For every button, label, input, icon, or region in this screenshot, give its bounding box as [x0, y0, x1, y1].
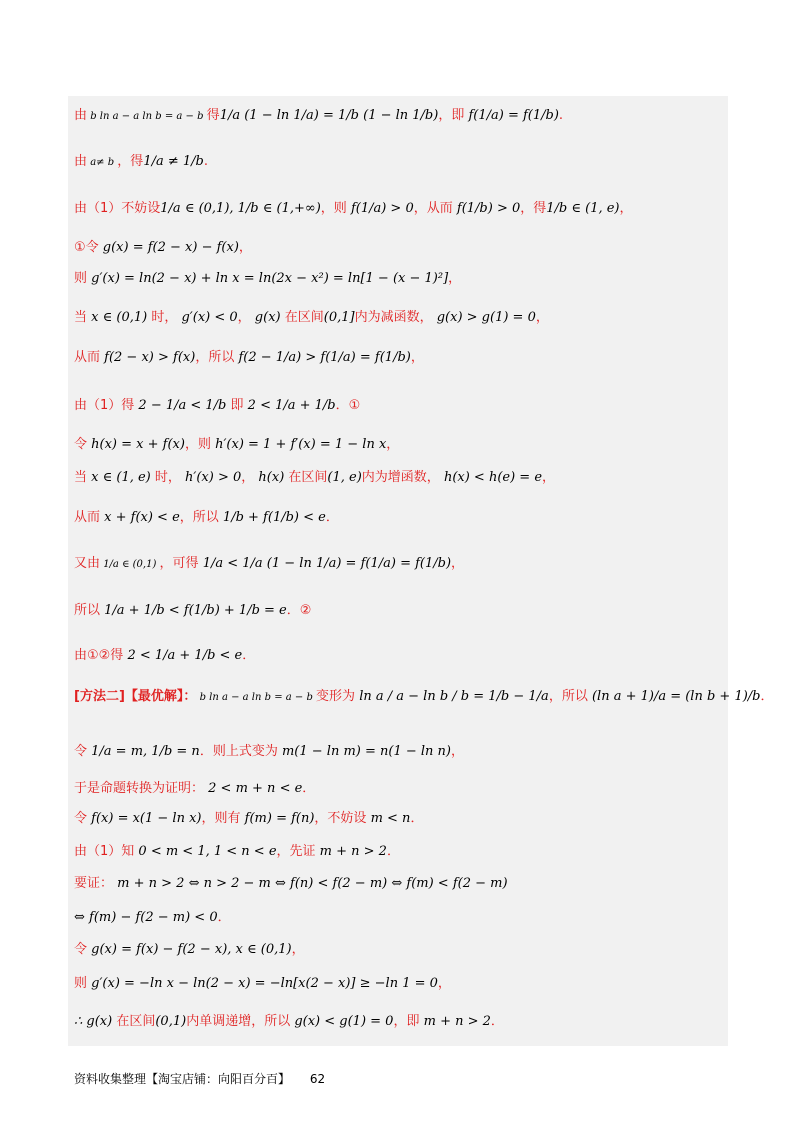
chinese-text: ．	[217, 910, 231, 925]
chinese-text: 内单调递增，所以	[186, 1014, 291, 1029]
math-expression: g(x)	[250, 310, 285, 325]
chinese-text: 从而	[74, 510, 101, 525]
chinese-text: 由①②得	[74, 648, 124, 663]
chinese-text: 令	[74, 811, 88, 826]
math-expression: 1/b + f(1/b) < e	[218, 510, 326, 525]
chinese-text: 当	[74, 310, 88, 325]
chinese-text: ，	[542, 470, 556, 485]
math-expression: x ∈ (1, e)	[87, 470, 155, 485]
chinese-text: ，	[448, 271, 462, 286]
chinese-text: ，	[451, 744, 465, 759]
chinese-text: ，	[238, 240, 252, 255]
math-expression: g′(x) < 0	[177, 310, 238, 325]
chinese-text: ，则	[320, 201, 347, 216]
math-expression: m + n > 2 ⇔ n > 2 − m ⇔ f(n) < f(2 − m) ⇔ f(m) < f(2 − m)	[113, 876, 508, 891]
chinese-text: 又由	[74, 556, 101, 571]
chinese-text: ，则	[184, 437, 211, 452]
chinese-text: ，	[237, 310, 251, 325]
math-expression: h′(x) > 0	[180, 470, 242, 485]
chinese-text: ．①	[335, 398, 361, 413]
chinese-text: 于是命题转换为证明：	[74, 781, 205, 796]
chinese-text: ，所以	[195, 350, 235, 365]
text-line	[74, 108, 563, 125]
footer-text: 资料收集整理【淘宝店铺：向阳百分百】	[74, 1072, 291, 1086]
math-expression: g(x) > g(1) = 0	[432, 310, 536, 325]
chinese-text: ，即	[438, 108, 465, 123]
math-expression: 2 < 1/a + 1/b < e	[123, 648, 243, 663]
text-line	[74, 1014, 504, 1030]
math-expression: f(2 − 1/a) > f(1/a) = f(1/b)	[234, 350, 411, 365]
chinese-text: ，	[291, 942, 305, 957]
text-line	[74, 603, 311, 619]
chinese-text: .	[558, 108, 564, 123]
math-expression: b ln a − a ln b = a − b	[196, 692, 317, 703]
math-expression: m < n	[366, 811, 411, 826]
math-expression: g(x) = f(x) − f(2 − x), x ∈ (0,1)	[87, 942, 292, 957]
chinese-text: ，	[437, 976, 451, 991]
math-expression: 1/a (1 − ln 1/a) = 1/b (1 − ln 1/b)	[219, 108, 439, 123]
chinese-text: 令	[74, 437, 88, 452]
math-expression: f(1/a) > 0	[346, 201, 414, 216]
math-expression: 1/a ∈ (0,1)	[100, 559, 160, 570]
chinese-text: 由（1）得	[74, 398, 135, 413]
math-expression: x + f(x) < e	[100, 510, 180, 525]
text-line	[74, 942, 305, 958]
text-line	[74, 556, 464, 573]
chinese-text: 由	[74, 108, 88, 123]
math-expression: (ln a + 1)/a = (ln b + 1)/b	[587, 689, 761, 704]
math-expression: x ∈ (0,1)	[87, 310, 152, 325]
text-line	[74, 910, 231, 926]
math-expression: f(m) = f(n)	[240, 811, 315, 826]
chinese-text: 变形为	[316, 689, 356, 704]
chinese-text: ．	[760, 689, 774, 704]
chinese-text: 得	[206, 108, 220, 123]
math-expression: b ln a − a ln b = a − b	[87, 111, 207, 122]
math-expression: 1/a ≠ 1/b	[143, 154, 204, 169]
chinese-text: ．	[386, 844, 400, 859]
math-expression: 1/a = m, 1/b = n	[87, 744, 200, 759]
chinese-text: ，所以	[548, 689, 588, 704]
text-line	[74, 811, 423, 827]
chinese-text: ，可得	[159, 556, 199, 571]
chinese-text: 要证：	[74, 876, 114, 891]
chinese-text: 当	[74, 470, 88, 485]
chinese-text: ，得	[117, 154, 144, 169]
chinese-text: 则	[74, 271, 88, 286]
math-expression: m(1 − ln m) = n(1 − ln n)	[277, 744, 451, 759]
chinese-text: ，	[241, 470, 255, 485]
math-expression: m + n > 2	[419, 1014, 491, 1029]
chinese-text: ．	[242, 648, 256, 663]
math-expression: ∴ g(x)	[74, 1014, 117, 1029]
math-expression: g′(x) = −ln x − ln(2 − x) = −ln[x(2 − x)] ≥ −ln 1 = 0	[87, 976, 438, 991]
math-expression: m + n > 2	[315, 844, 387, 859]
text-line	[74, 876, 508, 892]
math-expression: f(2 − x) > f(x)	[100, 350, 196, 365]
math-expression: h′(x) = 1 + f′(x) = 1 − ln x	[210, 437, 387, 452]
math-expression: 2 − 1/a < 1/b	[134, 398, 231, 413]
math-expression: 2 < 1/a + 1/b	[243, 398, 336, 413]
math-expression: a≠ b	[87, 157, 118, 168]
chinese-text: 由	[74, 154, 88, 169]
math-expression: g(x) = f(2 − x) − f(x)	[98, 240, 239, 255]
math-expression: 1/a + 1/b < f(1/b) + 1/b = e	[100, 603, 287, 618]
text-line	[74, 437, 399, 453]
chinese-text: ①令	[74, 240, 99, 255]
text-line	[74, 398, 360, 414]
chinese-text: ．	[410, 811, 424, 826]
chinese-text: 则	[74, 976, 88, 991]
math-expression: 0 < m < 1, 1 < n < e	[134, 844, 277, 859]
math-expression: f(1/b) > 0	[452, 201, 521, 216]
chinese-text: ，即	[393, 1014, 420, 1029]
math-expression: h(x) = x + f(x)	[87, 437, 185, 452]
chinese-text: ，则有	[201, 811, 241, 826]
chinese-text: [方法二]【最优解】：	[74, 689, 197, 704]
chinese-text: ，	[410, 350, 424, 365]
chinese-text: 时，	[154, 470, 181, 485]
math-expression: ⇔ f(m) − f(2 − m) < 0	[74, 910, 218, 925]
math-expression: (0,1)	[155, 1014, 187, 1029]
text-line	[74, 470, 555, 486]
chinese-text: 在区间	[284, 310, 324, 325]
chinese-text: ，得	[520, 201, 547, 216]
chinese-text: 在区间	[116, 1014, 156, 1029]
math-expression: f(x) = x(1 − ln x)	[87, 811, 202, 826]
chinese-text: 令	[74, 744, 88, 759]
math-expression: ln a / a − ln b / b = 1/b − 1/a	[355, 689, 549, 704]
math-expression: 1/a < 1/a (1 − ln 1/a) = f(1/a) = f(1/b)	[198, 556, 452, 571]
chinese-text: ．	[302, 781, 316, 796]
math-expression: g′(x) = ln(2 − x) + ln x = ln(2x − x²) = ln[1 − (x − 1)²]	[87, 271, 449, 286]
text-line	[74, 240, 252, 256]
page-footer	[74, 1070, 325, 1087]
page-number: 62	[309, 1072, 326, 1086]
text-line	[74, 976, 451, 992]
chinese-text: ，	[451, 556, 465, 571]
text-line	[74, 350, 424, 366]
chinese-text: ，先证	[276, 844, 316, 859]
text-line	[74, 271, 461, 287]
chinese-text: 内为减函数，	[354, 310, 433, 325]
math-expression: (0,1]	[323, 310, 355, 325]
math-expression: g(x) < g(1) = 0	[290, 1014, 394, 1029]
chinese-text: 在区间	[288, 470, 328, 485]
chinese-text: 内为增函数，	[361, 470, 440, 485]
chinese-text: ，	[619, 201, 633, 216]
chinese-text: ．②	[286, 603, 312, 618]
math-expression: 2 < m + n < e	[204, 781, 303, 796]
chinese-text: ，不妨设	[314, 811, 367, 826]
text-line	[74, 781, 315, 797]
text-line	[74, 689, 774, 706]
chinese-text: ．	[490, 1014, 504, 1029]
chinese-text: .	[203, 154, 208, 169]
chinese-text: 令	[74, 942, 88, 957]
chinese-text: 由（1）不妨设	[74, 201, 161, 216]
chinese-text: ．则上式变为	[199, 744, 278, 759]
text-line	[74, 154, 208, 171]
text-line	[74, 844, 400, 860]
chinese-text: ，从而	[413, 201, 453, 216]
chinese-text: ，	[535, 310, 549, 325]
math-expression: h(x) < h(e) = e	[439, 470, 543, 485]
chinese-text: 由（1）知	[74, 844, 135, 859]
chinese-text: 即	[230, 398, 244, 413]
math-expression: (1, e)	[327, 470, 362, 485]
chinese-text: 时，	[151, 310, 178, 325]
chinese-text: ，	[386, 437, 400, 452]
chinese-text: ，所以	[179, 510, 219, 525]
chinese-text: 所以	[74, 603, 101, 618]
text-line	[74, 744, 464, 760]
text-line	[74, 201, 633, 217]
math-expression: f(1/a) = f(1/b)	[464, 108, 559, 123]
math-expression: 1/a ∈ (0,1), 1/b ∈ (1,+∞)	[160, 201, 321, 216]
math-expression: h(x)	[254, 470, 289, 485]
chinese-text: ．	[325, 510, 339, 525]
text-line	[74, 648, 255, 664]
chinese-text: 从而	[74, 350, 101, 365]
text-line	[74, 310, 549, 326]
math-expression: 1/b ∈ (1, e)	[546, 201, 620, 216]
text-line	[74, 510, 339, 526]
